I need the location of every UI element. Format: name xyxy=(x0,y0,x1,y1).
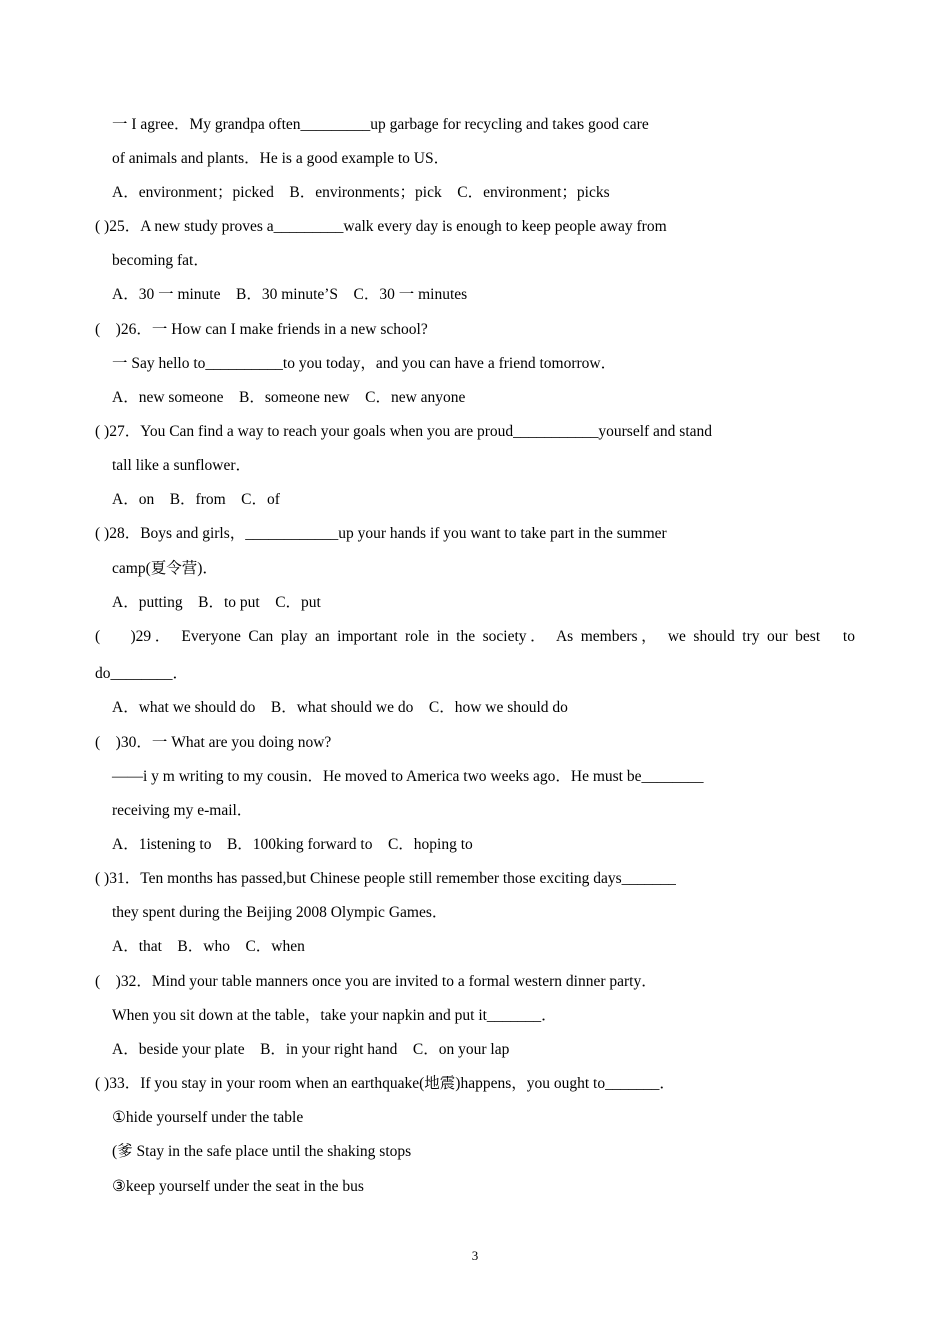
question-25: ( )25．A new study proves a_________walk every day is enough to keep people away from xyxy=(95,218,667,235)
text-line: 一 Say hello to__________to you today，and you can have a friend tomorrow． xyxy=(112,355,617,372)
question-26: ( )26．一 How can I make friends in a new school? xyxy=(95,321,428,338)
text-line: of animals and plants．He is a good example to US． xyxy=(112,150,450,167)
text-line: becoming fat． xyxy=(112,252,209,269)
question-27: ( )27．You Can find a way to reach your goals when you are proud___________yourself and stand xyxy=(95,423,713,440)
question-31: ( )31．Ten months has passed,but Chinese people still remember those exciting days_______ xyxy=(95,870,676,887)
text-line: receiving my e-mail． xyxy=(112,802,253,819)
page-number: 3 xyxy=(471,1248,479,1263)
answer-options: A．what we should do B．what should we do C．how we should do xyxy=(112,699,568,716)
text-line: ——i y m writing to my cousin．He moved to America two weeks ago．He must be________ xyxy=(112,768,704,785)
text-line: do________． xyxy=(95,665,189,682)
question-28: ( )28．Boys and girls，____________up your hands if you want to take part in the summer xyxy=(95,525,667,542)
text-line: ①hide yourself under the table xyxy=(112,1109,304,1126)
answer-options: A．putting B．to put C．put xyxy=(112,594,321,611)
answer-options: A．on B．from C．of xyxy=(112,491,280,508)
question-30: ( )30．一 What are you doing now? xyxy=(95,734,332,751)
text-line: ③keep yourself under the seat in the bus xyxy=(112,1178,364,1195)
answer-options: A．environment；picked B．environments；pick C．environment；picks xyxy=(112,184,610,201)
question-33: ( )33．If you stay in your room when an earthquake(地震)happens，you ought to_______． xyxy=(95,1075,675,1092)
text-line: When you sit down at the table，take your napkin and put it_______． xyxy=(112,1007,557,1024)
text-line: tall like a sunflower． xyxy=(112,457,252,474)
answer-options: A．30 一 minute B．30 minute’S C．30 一 minutes xyxy=(112,286,468,303)
answer-options: A．new someone B．someone new C．new anyone xyxy=(112,389,466,406)
question-32: ( )32．Mind your table manners once you are invited to a formal western dinner party． xyxy=(95,973,657,990)
question-29: ( )29． Everyone Can play an important role in the society． As members， we should try our best to xyxy=(95,628,855,645)
text-line: 一 I agree．My grandpa often_________up garbage for recycling and takes good care xyxy=(112,116,649,133)
text-line: they spent during the Beijing 2008 Olympic Games． xyxy=(112,904,448,921)
text-line: (爹 Stay in the safe place until the shaking stops xyxy=(112,1143,412,1160)
answer-options: A．1istening to B．100king forward to C．hoping to xyxy=(112,836,473,853)
answer-options: A．that B．who C．when xyxy=(112,938,305,955)
text-line: camp(夏令营)． xyxy=(112,560,218,577)
answer-options: A．beside your plate B．in your right hand C．on your lap xyxy=(112,1041,510,1058)
